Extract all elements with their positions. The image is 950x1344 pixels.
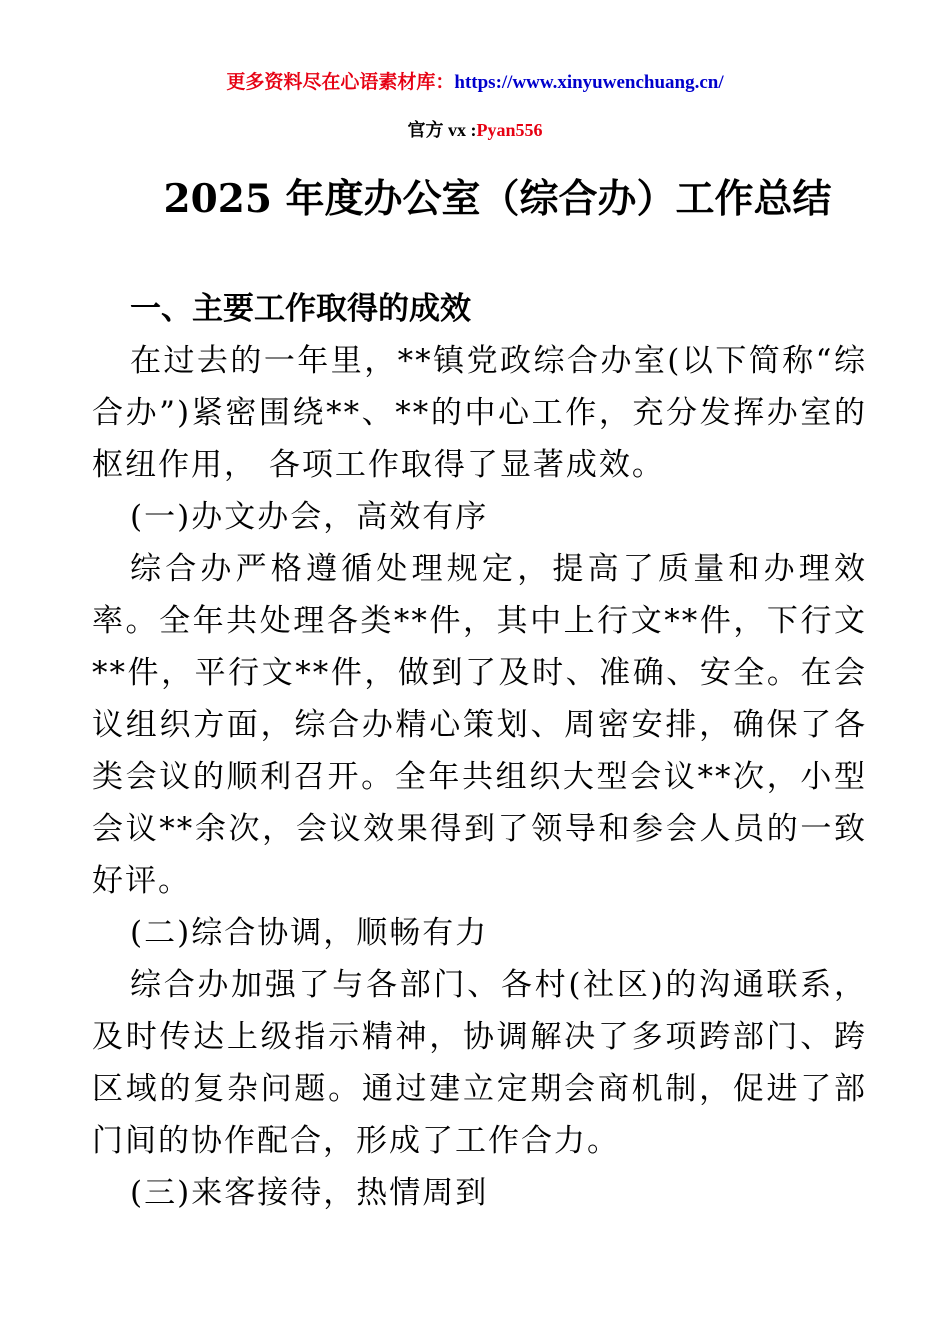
promo-link[interactable]: https://www.xinyuwenchuang.cn/: [454, 72, 724, 93]
document-body: [92, 283, 867, 1219]
promo-text: 更多资料尽在心语素材库：: [226, 72, 455, 93]
promo-contact-id: Pyan556: [476, 120, 543, 140]
subsection-heading-2: (二)综合协调，顺畅有力: [130, 915, 489, 951]
promo-contact-label: 官方 vx :: [407, 120, 477, 140]
subsection-body-2: 综合办加强了与各部门、各村(社区)的沟通联系，及时传达上级指示精神，协调解决了多项跨部门、跨区域的复杂问题。通过建立定期会商机制，促进了部门间的协作配合，形成了工作合力。: [92, 967, 867, 1159]
intro-paragraph: 在过去的一年里，**镇党政综合办室(以下简称“综合办”)紧密围绕**、**的中心工作，充分发挥办室的枢纽作用， 各项工作取得了显著成效。: [92, 343, 867, 483]
promo-banner: [0, 70, 950, 96]
section-heading: 一、主要工作取得的成效: [130, 291, 471, 327]
subsection-body-1: 综合办严格遵循处理规定，提高了质量和办理效率。全年共处理各类**件，其中上行文**件，下行文**件，平行文**件，做到了及时、准确、安全。在会议组织方面，综合办精心策划、周密安排，确保了各类会议的顺利召开。全年共组织大型会议**次，小型会议**余次，会议效果得到了领导和参会人员的一致好评。: [92, 551, 867, 899]
promo-contact: [0, 118, 950, 142]
subsection-heading-1: (一)办文办会，高效有序: [130, 499, 489, 535]
subsection-heading-3: (三)来客接待，热情周到: [130, 1175, 489, 1211]
document-title: 2025 年度办公室（综合办）工作总结: [163, 176, 832, 222]
